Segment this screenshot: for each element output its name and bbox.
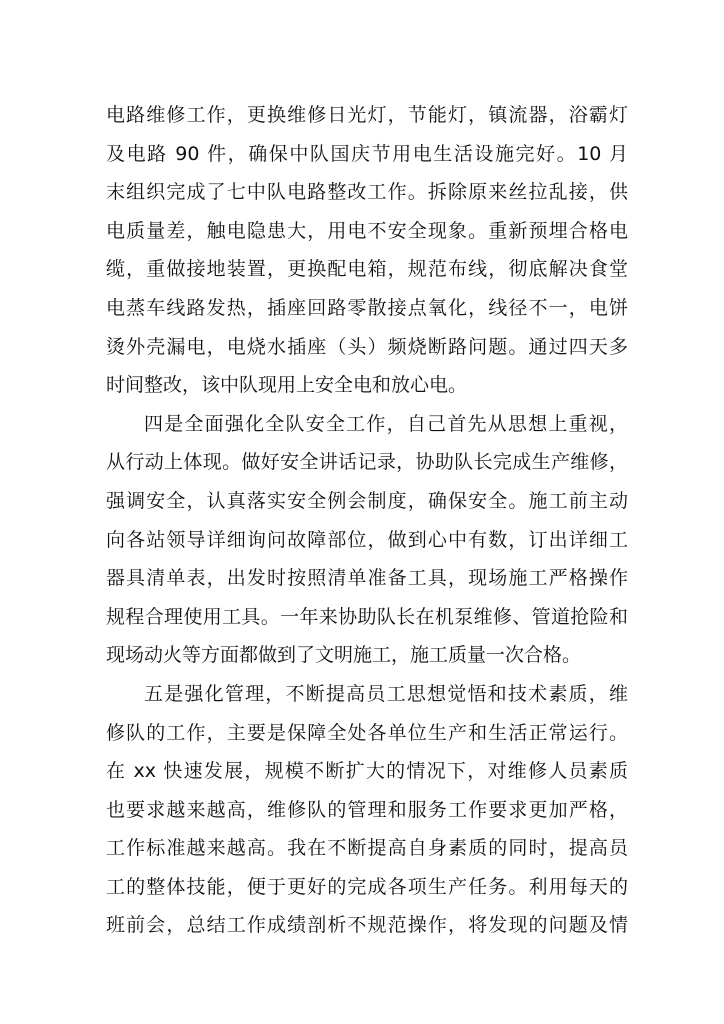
body-text xyxy=(106,96,628,945)
text-line: 班前会，总结工作成绩剖析不规范操作，将发现的问题及情 xyxy=(106,914,628,937)
text-line: 修队的工作，主要是保障全处各单位生产和生活正常运行。 xyxy=(106,721,628,744)
text-line: 也要求越来越高，维修队的管理和服务工作要求更加严格， xyxy=(106,798,628,821)
text-line: 电质量差，触电隐患大，用电不安全现象。重新预埋合格电 xyxy=(106,219,628,242)
text-line: 在 xx 快速发展，规模不断扩大的情况下，对维修人员素质 xyxy=(106,760,628,783)
text-line: 时间整改，该中队现用上安全电和放心电。 xyxy=(106,374,468,397)
text-line: 末组织完成了七中队电路整改工作。拆除原来丝拉乱接，供 xyxy=(106,181,628,204)
text-line: 器具清单表，出发时按照清单准备工具，现场施工严格操作 xyxy=(106,567,628,590)
text-line: 工作标准越来越高。我在不断提高自身素质的同时，提高员 xyxy=(106,837,628,860)
text-line: 烫外壳漏电，电烧水插座（头）频烧断路问题。通过四天多 xyxy=(106,335,628,358)
text-line: 电蒸车线路发热，插座回路零散接点氧化，线径不一，电饼 xyxy=(106,296,628,319)
text-line: 及电路 90 件，确保中队国庆节用电生活设施完好。10 月 xyxy=(106,142,628,165)
text-line: 缆，重做接地装置，更换配电箱，规范布线，彻底解决食堂 xyxy=(106,258,628,281)
text-line: 强调安全，认真落实安全例会制度，确保安全。施工前主动 xyxy=(106,489,628,512)
text-line: 从行动上体现。做好安全讲话记录，协助队长完成生产维修， xyxy=(106,451,628,474)
text-line: 现场动火等方面都做到了文明施工，施工质量一次合格。 xyxy=(106,644,582,667)
paragraph-first-line: 五是强化管理，不断提高员工思想觉悟和技术素质，维 xyxy=(144,682,628,705)
text-line: 工的整体技能，便于更好的完成各项生产任务。利用每天的 xyxy=(106,875,628,898)
text-line: 规程合理使用工具。一年来协助队长在机泵维修、管道抢险和 xyxy=(106,605,628,628)
text-line: 电路维修工作，更换维修日光灯，节能灯，镇流器，浴霸灯 xyxy=(106,104,628,126)
paragraph-first-line: 四是全面强化全队安全工作，自己首先从思想上重视， xyxy=(144,412,628,435)
text-line: 向各站领导详细询问故障部位，做到心中有数，订出详细工 xyxy=(106,528,628,551)
